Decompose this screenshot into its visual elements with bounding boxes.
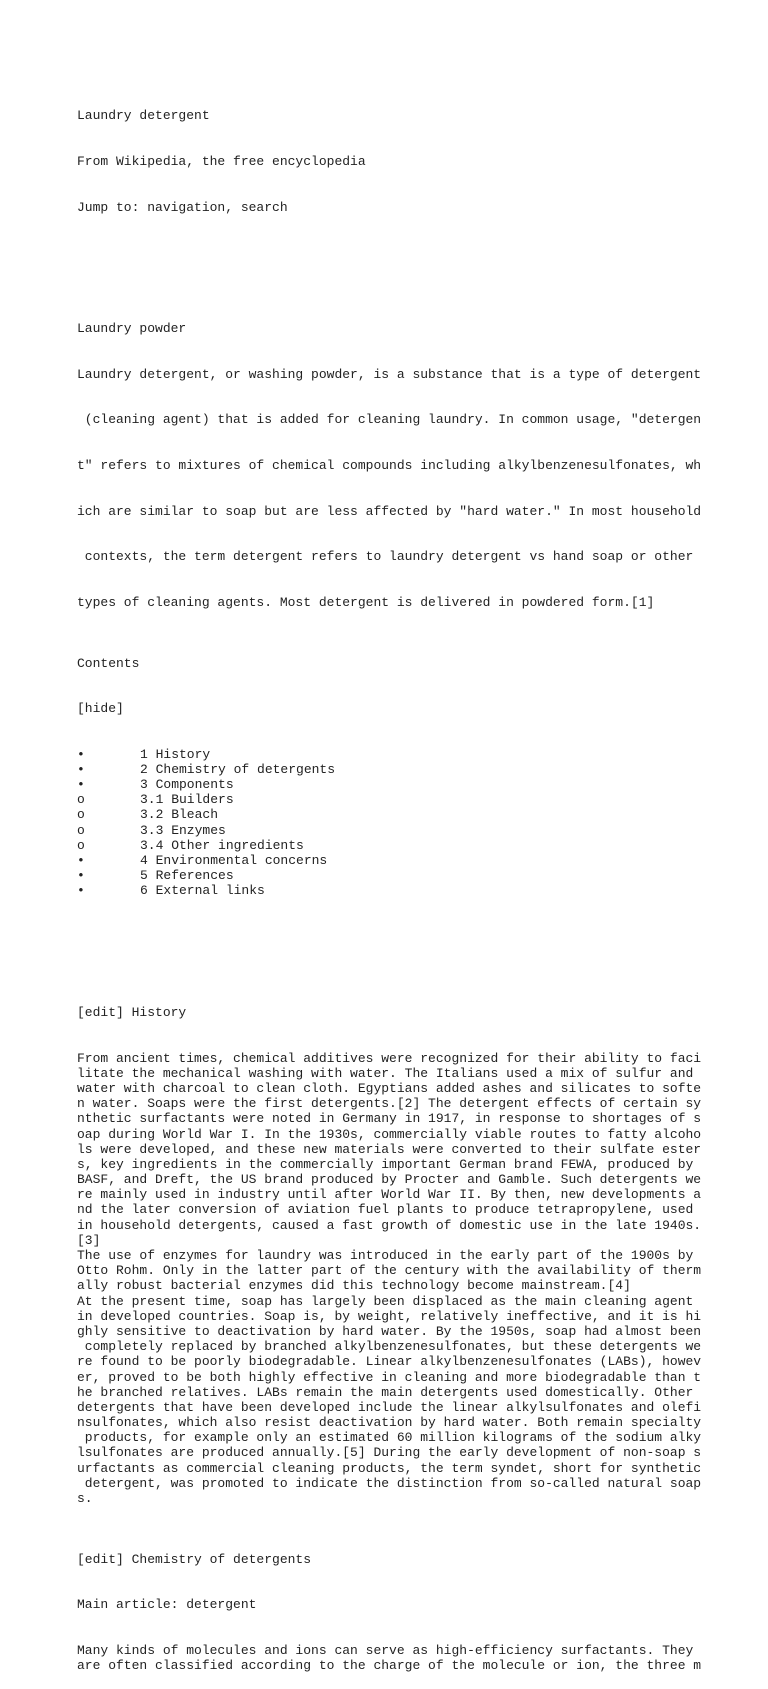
intro-line: types of cleaning agents. Most detergent is delivered in powdered form.[1] bbox=[77, 594, 655, 610]
toc-bullet: • bbox=[77, 868, 85, 884]
history-line: From ancient times, chemical additives were recognized for their ability to faci bbox=[77, 1050, 702, 1066]
history-line: ghly sensitive to deactivation by hard water. By the 1950s, soap had almost been bbox=[77, 1323, 702, 1339]
history-line: urfactants as commercial cleaning products, the term syndet, short for synthetic bbox=[77, 1460, 702, 1476]
jump-links[interactable]: Jump to: navigation, search bbox=[77, 199, 288, 215]
article-source: From Wikipedia, the free encyclopedia bbox=[77, 154, 366, 169]
toc-item[interactable] bbox=[77, 853, 757, 868]
toc-item-label[interactable]: 1 History bbox=[140, 746, 211, 762]
toc-bullet: • bbox=[77, 853, 85, 869]
history-line: n water. Soaps were the first detergents.[2] The detergent effects of certain sy bbox=[77, 1096, 702, 1112]
toc-title: Contents bbox=[77, 655, 140, 671]
toc-item[interactable] bbox=[77, 777, 757, 792]
toc-bullet: • bbox=[77, 883, 85, 899]
toc-list bbox=[77, 747, 757, 899]
toc-item[interactable] bbox=[77, 807, 757, 822]
toc-hide-link[interactable]: [hide] bbox=[77, 701, 124, 717]
toc-bullet: • bbox=[77, 746, 85, 762]
history-line: re mainly used in industry until after World War II. By then, new developments a bbox=[77, 1187, 702, 1203]
section-heading-chemistry[interactable]: [edit] Chemistry of detergents bbox=[77, 1551, 312, 1567]
spacer bbox=[77, 944, 757, 959]
history-line: The use of enzymes for laundry was introduced in the early part of the 1900s by bbox=[77, 1248, 694, 1264]
history-line: ally robust bacterial enzymes did this technology become mainstream.[4] bbox=[77, 1278, 631, 1294]
chemistry-body bbox=[77, 1643, 757, 1673]
history-line: detergent, was promoted to indicate the distinction from so-called natural soap bbox=[77, 1475, 702, 1491]
toc-item-label[interactable]: 3 Components bbox=[140, 777, 234, 793]
history-line: nsulfonates, which also resist deactivation by hard water. Both remain specialty bbox=[77, 1415, 702, 1431]
history-line: lsulfonates are produced annually.[5] During the early development of non-soap s bbox=[77, 1445, 702, 1461]
toc-bullet: o bbox=[77, 792, 85, 808]
history-line: At the present time, soap has largely been displaced as the main cleaning agent bbox=[77, 1293, 694, 1309]
history-line: nthetic surfactants were noted in Germany in 1917, in response to shortages of s bbox=[77, 1111, 702, 1127]
toc-bullet: o bbox=[77, 822, 85, 838]
section-heading-history[interactable]: [edit] History bbox=[77, 1005, 187, 1021]
toc-item-label[interactable]: 4 Environmental concerns bbox=[140, 853, 328, 869]
toc-bullet: o bbox=[77, 837, 85, 853]
main-article-link[interactable]: Main article: detergent bbox=[77, 1597, 257, 1613]
intro-line: (cleaning agent) that is added for cleaning laundry. In common usage, "detergen bbox=[77, 412, 702, 428]
toc-item-label[interactable]: 2 Chemistry of detergents bbox=[140, 761, 336, 777]
intro-line: t" refers to mixtures of chemical compounds including alkylbenzenesulfonates, wh bbox=[77, 457, 702, 473]
history-line: he branched relatives. LABs remain the main detergents used domestically. Other bbox=[77, 1384, 694, 1400]
toc-item[interactable] bbox=[77, 883, 757, 898]
history-line: Otto Rohm. Only in the latter part of the century with the availability of therm bbox=[77, 1263, 702, 1279]
intro-line: ich are similar to soap but are less affected by "hard water." In most household bbox=[77, 503, 702, 519]
history-line: oap during World War I. In the 1930s, commercially viable routes to fatty alcoho bbox=[77, 1126, 702, 1142]
history-body bbox=[77, 1051, 757, 1507]
history-line: completely replaced by branched alkylbenzenesulfonates, but these detergents we bbox=[77, 1339, 702, 1355]
history-line: in developed countries. Soap is, by weight, relatively ineffective, and it is hi bbox=[77, 1308, 702, 1324]
history-line: products, for example only an estimated 60 million kilograms of the sodium alky bbox=[77, 1430, 702, 1446]
toc-item[interactable] bbox=[77, 823, 757, 838]
history-line: ls were developed, and these new materials were converted to their sulfate ester bbox=[77, 1141, 702, 1157]
toc-item-label[interactable]: 3.3 Enzymes bbox=[140, 822, 226, 838]
toc-bullet: o bbox=[77, 807, 85, 823]
toc-item[interactable] bbox=[77, 868, 757, 883]
history-line: in household detergents, caused a fast growth of domestic use in the late 1940s. bbox=[77, 1217, 702, 1233]
history-line: water with charcoal to clean cloth. Egyptians added ashes and silicates to softe bbox=[77, 1080, 702, 1096]
history-line: BASF, and Dreft, the US brand produced by Procter and Gamble. Such detergents we bbox=[77, 1172, 702, 1188]
toc-item[interactable] bbox=[77, 762, 757, 777]
history-line: nd the later conversion of aviation fuel plants to produce tetrapropylene, used bbox=[77, 1202, 694, 1218]
image-caption: Laundry powder bbox=[77, 321, 187, 337]
history-line: litate the mechanical washing with water. The Italians used a mix of sulfur and bbox=[77, 1065, 694, 1081]
history-line: er, proved to be both highly effective in cleaning and more biodegradable than t bbox=[77, 1369, 702, 1385]
toc-item-label[interactable]: 3.4 Other ingredients bbox=[140, 837, 304, 853]
toc-item[interactable] bbox=[77, 792, 757, 807]
chemistry-line: Many kinds of molecules and ions can serve as high-efficiency surfactants. They bbox=[77, 1643, 694, 1659]
article-page bbox=[77, 78, 757, 1689]
history-line: detergents that have been developed include the linear alkylsulfonates and olefi bbox=[77, 1399, 702, 1415]
toc-bullet: • bbox=[77, 761, 85, 777]
chemistry-line: are often classified according to the charge of the molecule or ion, the three m bbox=[77, 1658, 702, 1674]
intro-line: Laundry detergent, or washing powder, is a substance that is a type of detergent bbox=[77, 366, 702, 382]
spacer bbox=[77, 245, 757, 275]
history-line: [3] bbox=[77, 1232, 101, 1248]
history-line: s. bbox=[77, 1491, 93, 1507]
toc-item-label[interactable]: 3.1 Builders bbox=[140, 792, 234, 808]
article-title: Laundry detergent bbox=[77, 108, 210, 124]
toc-item-label[interactable]: 5 References bbox=[140, 868, 234, 884]
toc-item-label[interactable]: 6 External links bbox=[140, 883, 265, 899]
toc-item[interactable] bbox=[77, 838, 757, 853]
toc-item-label[interactable]: 3.2 Bleach bbox=[140, 807, 219, 823]
intro-line: contexts, the term detergent refers to laundry detergent vs hand soap or other bbox=[77, 549, 694, 565]
toc-bullet: • bbox=[77, 777, 85, 793]
toc-item[interactable] bbox=[77, 747, 757, 762]
history-line: s, key ingredients in the commercially important German brand FEWA, produced by bbox=[77, 1156, 694, 1172]
history-line: re found to be poorly biodegradable. Linear alkylbenzenesulfonates (LABs), howev bbox=[77, 1354, 702, 1370]
